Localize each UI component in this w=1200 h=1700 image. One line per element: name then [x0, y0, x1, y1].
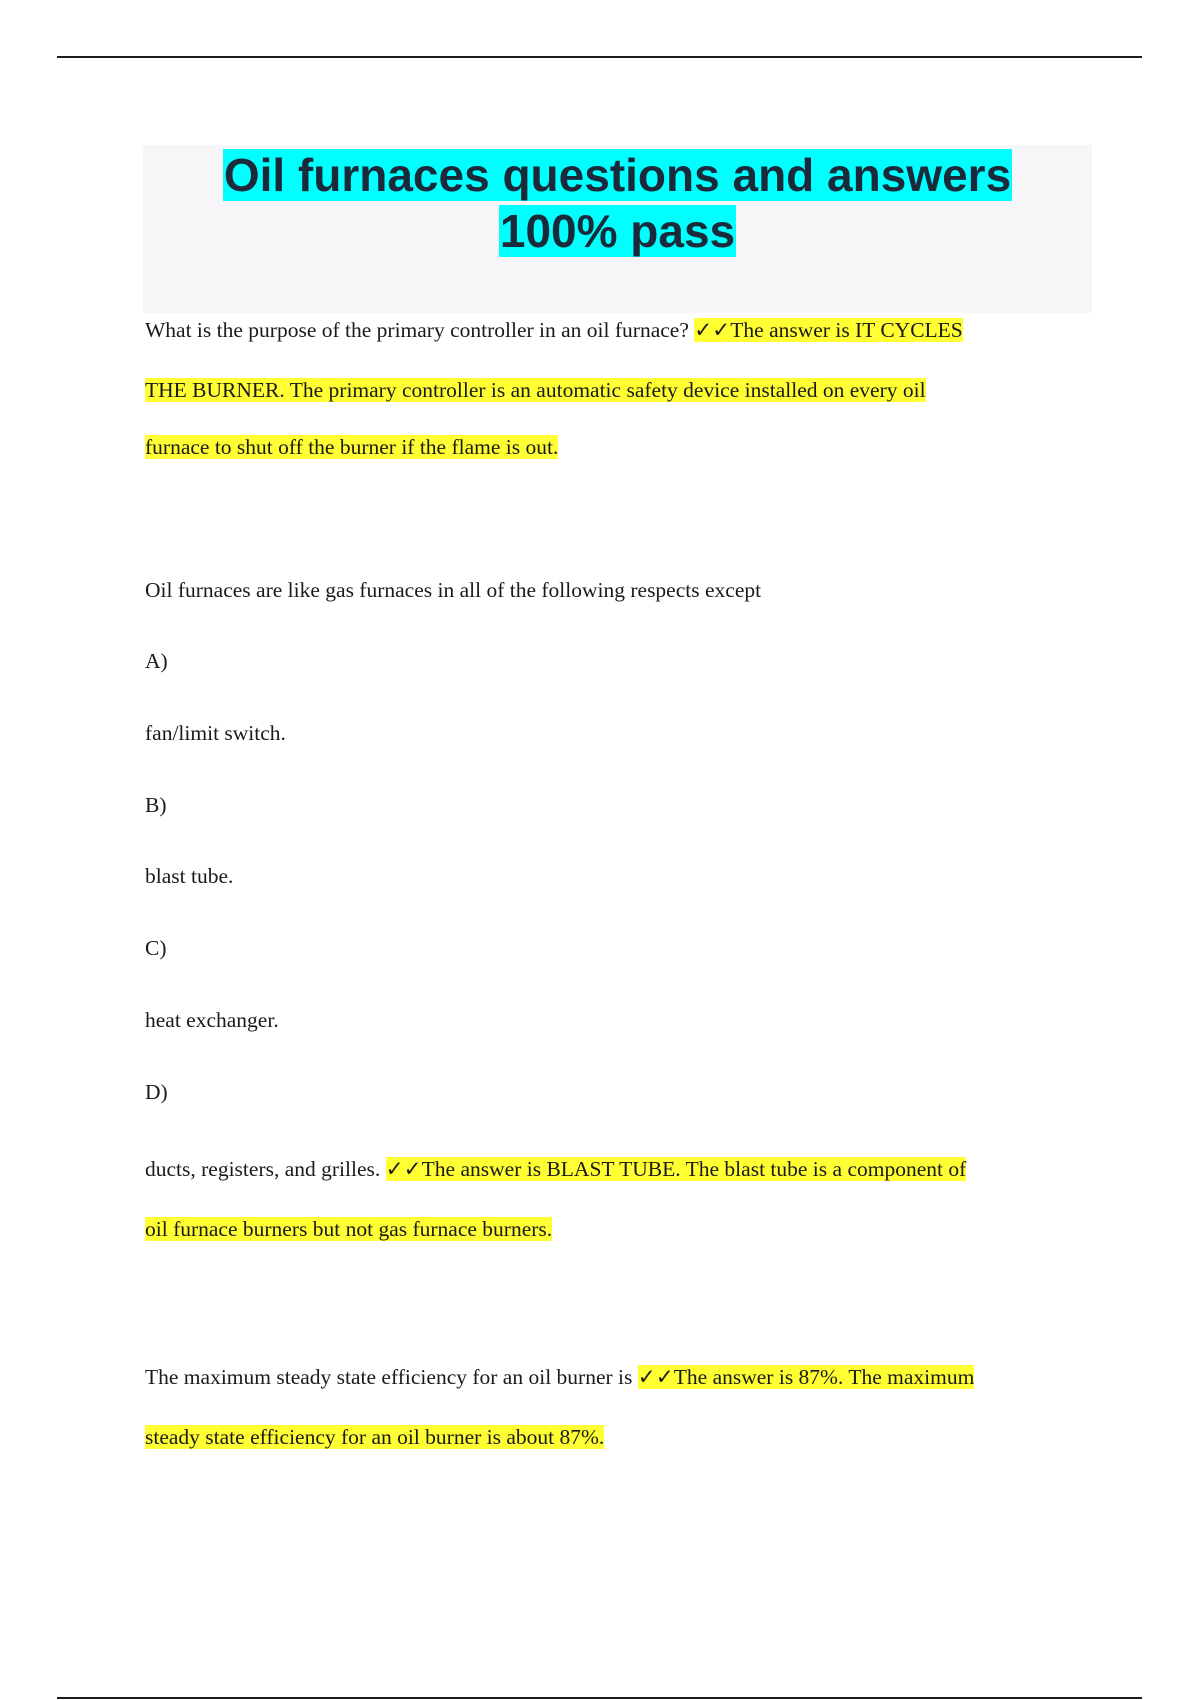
- top-rule: [57, 56, 1142, 58]
- q2-question: Oil furnaces are like gas furnaces in all of the following respects except: [145, 578, 762, 602]
- q3-answer-part-1: ✓✓The answer is 87%. The maximum: [637, 1365, 975, 1389]
- q2-option-c-text: heat exchanger.: [145, 1008, 279, 1032]
- q1-line-3: [145, 432, 558, 462]
- q2-option-c-letter: C): [145, 936, 167, 960]
- title-line-1: Oil furnaces questions and answers: [223, 149, 1012, 201]
- q2-option-d-text: ducts, registers, and grilles.: [145, 1157, 386, 1181]
- q3-line-2: [145, 1422, 604, 1452]
- q3-question: The maximum steady state efficiency for an oil burner is: [145, 1365, 638, 1389]
- title-block: [143, 145, 1092, 313]
- bottom-rule: [57, 1697, 1142, 1699]
- q2-answer-part-2: oil furnace burners but not gas furnace burners.: [145, 1217, 553, 1241]
- q2-option-a-letter: A): [145, 649, 168, 673]
- q2-option-b-letter: B): [145, 793, 167, 817]
- document-title: [143, 145, 1092, 259]
- q1-line-2: [145, 375, 926, 405]
- title-line-2: 100% pass: [499, 205, 736, 257]
- q2-line-d: [145, 1154, 966, 1184]
- q1-line-1: [145, 315, 963, 345]
- q2-option-d-letter: D): [145, 1080, 168, 1104]
- q1-answer-part-2: THE BURNER. The primary controller is an automatic safety device installed on every oil: [145, 378, 926, 402]
- q1-answer-part-1: ✓✓The answer is IT CYCLES: [694, 318, 963, 342]
- q2-option-b-text: blast tube.: [145, 864, 234, 888]
- q2-option-a-text: fan/limit switch.: [145, 721, 286, 745]
- q2-answer-part-1: ✓✓The answer is BLAST TUBE. The blast tube is a component of: [385, 1157, 967, 1181]
- q1-answer-part-3: furnace to shut off the burner if the flame is out.: [145, 435, 559, 459]
- q3-answer-part-2: steady state efficiency for an oil burner is about 87%.: [145, 1425, 605, 1449]
- q1-question: What is the purpose of the primary controller in an oil furnace?: [145, 318, 695, 342]
- q2-line-answer-2: [145, 1214, 552, 1244]
- q3-line-1: [145, 1362, 974, 1392]
